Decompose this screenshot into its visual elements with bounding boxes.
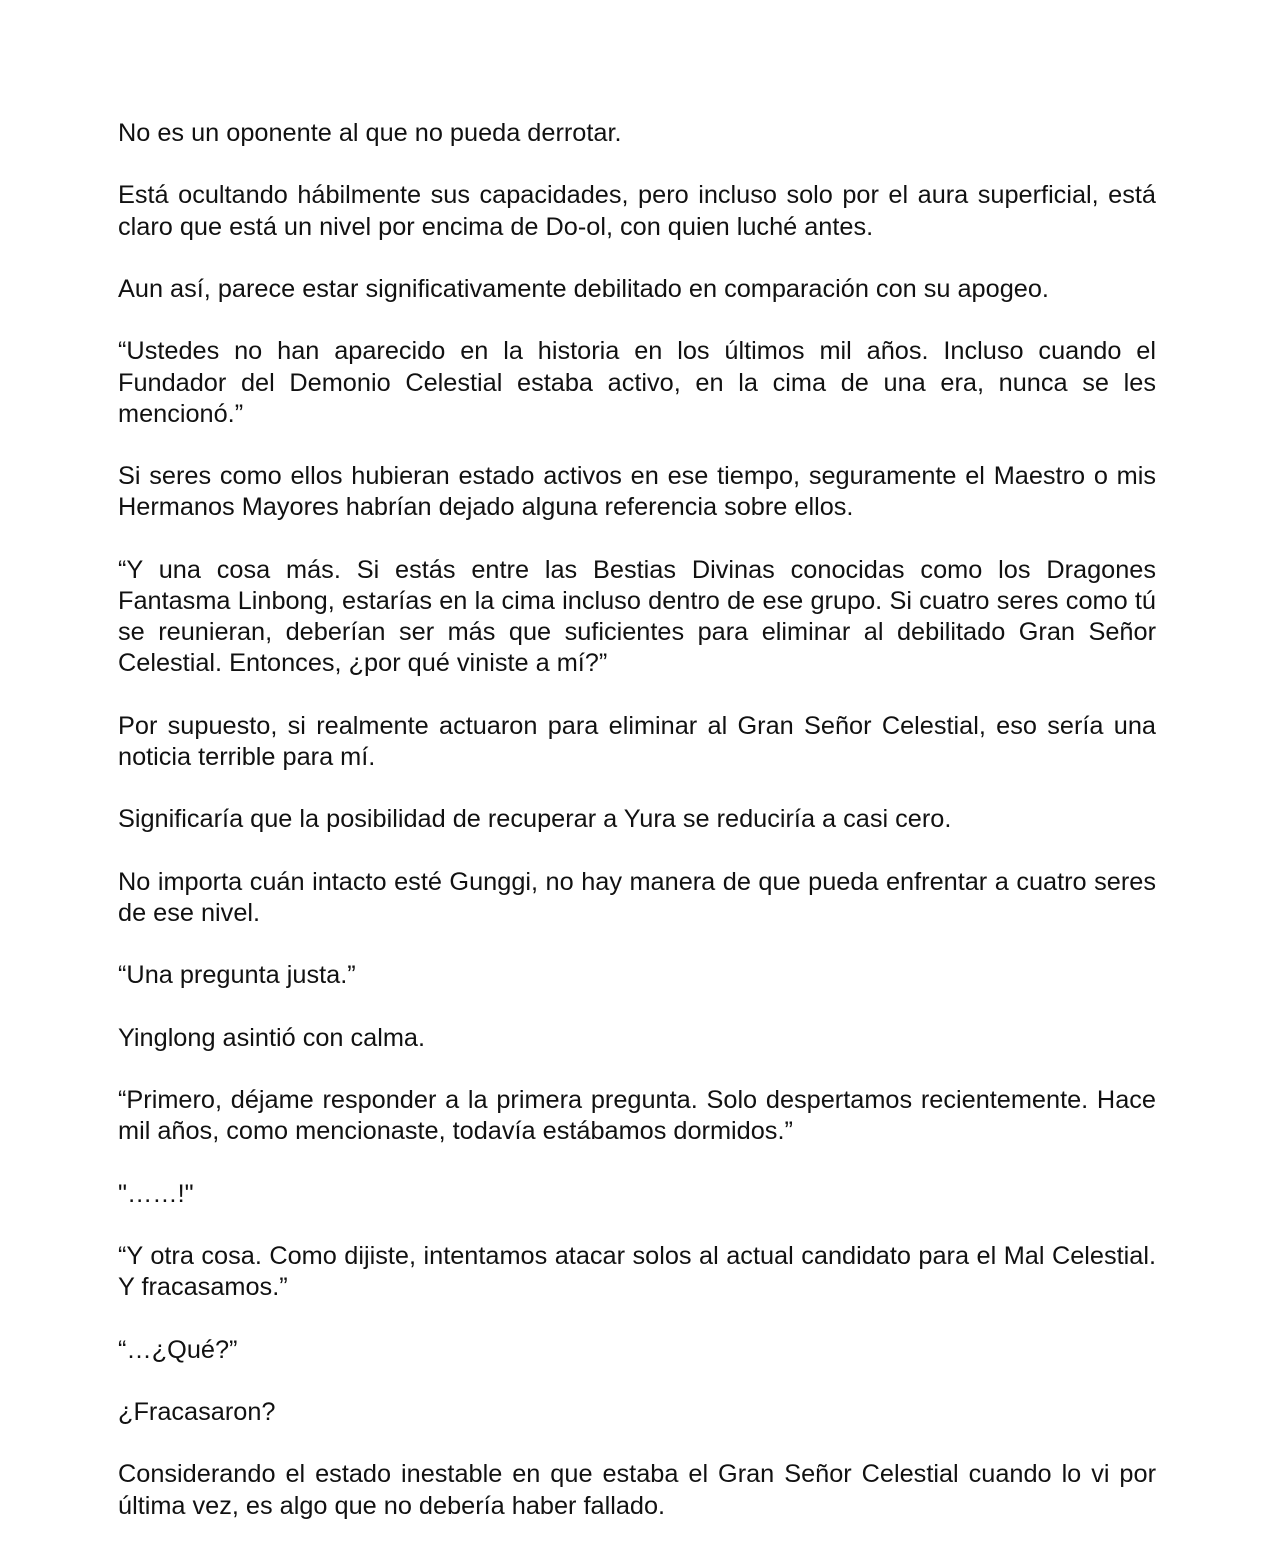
paragraph: “Y otra cosa. Como dijiste, intentamos atacar solos al actual candidato para el Mal Celestial. Y fracasamos.” xyxy=(118,1242,1156,1302)
paragraph: “Primero, déjame responder a la primera pregunta. Solo despertamos recientemente. Hace mil años, como mencionaste, todavía estábamos dormidos.” xyxy=(118,1086,1156,1146)
paragraph: Considerando el estado inestable en que estaba el Gran Señor Celestial cuando lo vi por última vez, es algo que no debería haber fallado. xyxy=(118,1460,1156,1520)
paragraph: “…¿Qué?” xyxy=(118,1335,238,1364)
document-page xyxy=(118,118,1156,1553)
paragraph: Está ocultando hábilmente sus capacidades, pero incluso solo por el aura superficial, está claro que está un nivel por encima de Do-ol, con quien luché antes. xyxy=(118,181,1156,241)
paragraph: “Ustedes no han aparecido en la historia en los últimos mil años. Incluso cuando el Fundador del Demonio Celestial estaba activo, en la cima de una era, nunca se les mencionó.” xyxy=(118,337,1156,428)
paragraph: Por supuesto, si realmente actuaron para eliminar al Gran Señor Celestial, eso sería una noticia terrible para mí. xyxy=(118,711,1156,771)
paragraph: “Y una cosa más. Si estás entre las Bestias Divinas conocidas como los Dragones Fantasma Linbong, estarías en la cima incluso dentro de ese grupo. Si cuatro seres como tú se reunieran, deberían ser más que suficientes para eliminar al debilitado Gran Señor Celestial. Entonces, ¿por qué viniste a mí?” xyxy=(118,555,1156,678)
paragraph: Yinglong asintió con calma. xyxy=(118,1023,426,1052)
paragraph: No importa cuán intacto esté Gunggi, no hay manera de que pueda enfrentar a cuatro seres de ese nivel. xyxy=(118,867,1156,927)
paragraph: Aun así, parece estar significativamente debilitado en comparación con su apogeo. xyxy=(118,274,1049,303)
paragraph: “Una pregunta justa.” xyxy=(118,961,356,990)
paragraph: ¿Fracasaron? xyxy=(118,1398,276,1427)
paragraph: No es un oponente al que no pueda derrotar. xyxy=(118,119,622,147)
paragraph: "……!" xyxy=(118,1179,194,1208)
paragraph: Si seres como ellos hubieran estado activos en ese tiempo, seguramente el Maestro o mis Hermanos Mayores habrían dejado alguna referencia sobre ellos. xyxy=(118,462,1156,522)
paragraph: Significaría que la posibilidad de recuperar a Yura se reduciría a casi cero. xyxy=(118,805,952,834)
